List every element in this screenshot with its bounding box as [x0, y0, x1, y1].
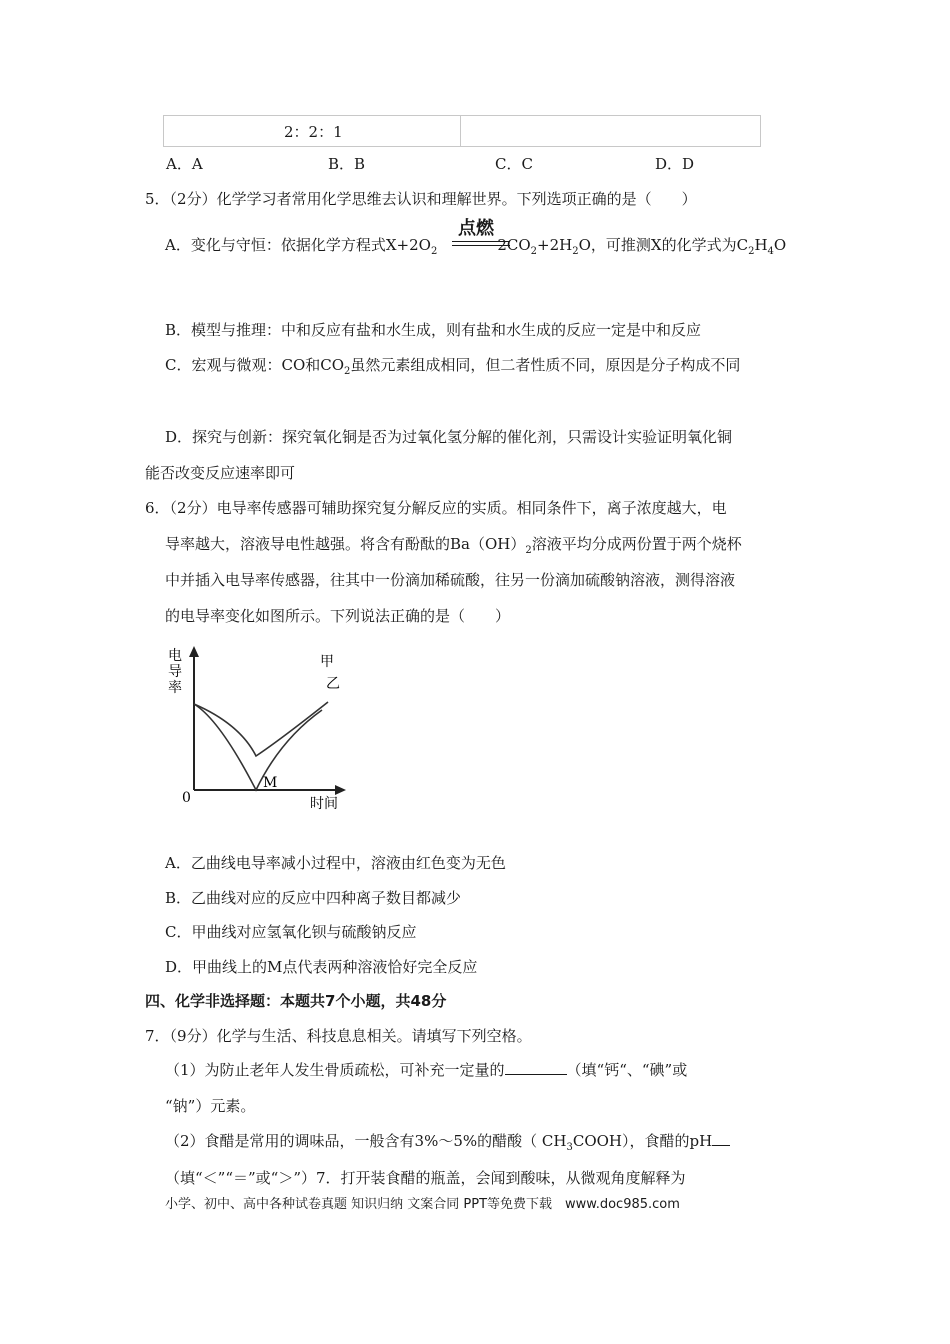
- q7-part2-line1: （2）食醋是常用的调味品，一般含有3%～5%的醋酸（ $CH_3COOH$），食醋的pH: [165, 1130, 730, 1153]
- curve-jia-label: 甲: [320, 654, 334, 670]
- q7-part1-line1: （1）为防止老年人发生骨质疏松，可补充一定量的 （填“钙“、“碘”或: [165, 1061, 688, 1079]
- table-divider: [460, 116, 461, 146]
- section-4-heading: 四、化学非选择题：本题共7个小题，共48分: [145, 992, 447, 1010]
- q6-option-d: D．甲曲线上的M点代表两种溶液恰好完全反应: [165, 958, 478, 976]
- x-axis-label: 时间: [310, 796, 338, 812]
- origin-label: 0: [182, 790, 191, 806]
- q6-option-a: A．乙曲线电导率减小过程中，溶液由红色变为无色: [165, 854, 506, 872]
- q4-option-b: B．B: [328, 155, 366, 173]
- q7-part1-blank[interactable]: [505, 1074, 567, 1075]
- q6-line3: 中并插入电导率传感器，往其中一份滴加稀硫酸，往另一份滴加硫酸钠溶液，测得溶液: [165, 571, 736, 589]
- q7-part1-line2: “钠”）元素。: [165, 1097, 256, 1115]
- y-axis-label-char-1: 电: [168, 648, 182, 664]
- x-axis-arrow: [335, 785, 346, 795]
- y-axis-label-char-3: 率: [168, 680, 182, 696]
- q5-option-d-line2: 能否改变反应速率即可: [145, 464, 296, 482]
- table-cell-left: 2：2：1: [284, 123, 343, 141]
- curve-yi: [194, 702, 328, 756]
- q7-part2-blank[interactable]: [712, 1145, 730, 1146]
- q4-option-a: A．A: [166, 155, 203, 173]
- q7-stem: 7．（9分）化学与生活、科技息息相关。请填写下列空格。: [145, 1027, 532, 1045]
- q4-option-c: C．C: [495, 155, 533, 173]
- point-m-label: M: [263, 775, 278, 791]
- q5-option-a: A．变化与守恒：依据化学方程式$X+2O_2$ $2CO_2+2H_2O$，可推测X的化学式为$C_2H_4O$: [165, 236, 787, 257]
- q5-stem: 5．（2分）化学学习者常用化学思维去认识和理解世界。下列选项正确的是（ ）: [145, 190, 697, 208]
- q6-line2: 导率越大，溶液导电性越强。将含有酚酞的$Ba(OH)_2$溶液平均分成两份置于两个烧杯: [165, 535, 742, 556]
- y-axis-label-char-2: 导: [168, 664, 182, 680]
- q5-option-d-line1: D．探究与创新：探究氧化铜是否为过氧化氢分解的催化剂，只需设计实验证明氧化铜: [165, 428, 733, 446]
- q7-part2-line2: （填“＜”“＝”或“＞”）7．打开装食醋的瓶盖，会闻到酸味，从微观角度解释为: [165, 1169, 686, 1187]
- q6-line4: 的电导率变化如图所示。下列说法正确的是（ ）: [165, 607, 511, 625]
- q5-option-c: C．宏观与微观：CO和$CO_2$虽然元素组成相同，但二者性质不同，原因是分子构成不同: [165, 356, 741, 377]
- q6-option-b: B．乙曲线对应的反应中四种离子数目都减少: [165, 889, 462, 907]
- conductivity-graph: [160, 640, 360, 840]
- curve-jia: [194, 704, 322, 790]
- q4-option-d: D．D: [655, 155, 695, 173]
- q6-line1: 6．（2分）电导率传感器可辅助探究复分解反应的实质。相同条件下，离子浓度越大，电: [145, 499, 727, 517]
- answer-table: [163, 115, 761, 147]
- q5-reaction-condition: 点燃: [458, 218, 494, 239]
- curve-yi-label: 乙: [326, 676, 340, 692]
- q6-option-c: C．甲曲线对应氢氧化钡与硫酸钠反应: [165, 923, 417, 941]
- y-axis-arrow: [189, 646, 199, 657]
- q5-option-b: B．模型与推理：中和反应有盐和水生成，则有盐和水生成的反应一定是中和反应: [165, 321, 702, 339]
- page-footer: 小学、初中、高中各种试卷真题 知识归纳 文案合同 PPT等免费下载 www.doc985.com: [165, 1197, 680, 1212]
